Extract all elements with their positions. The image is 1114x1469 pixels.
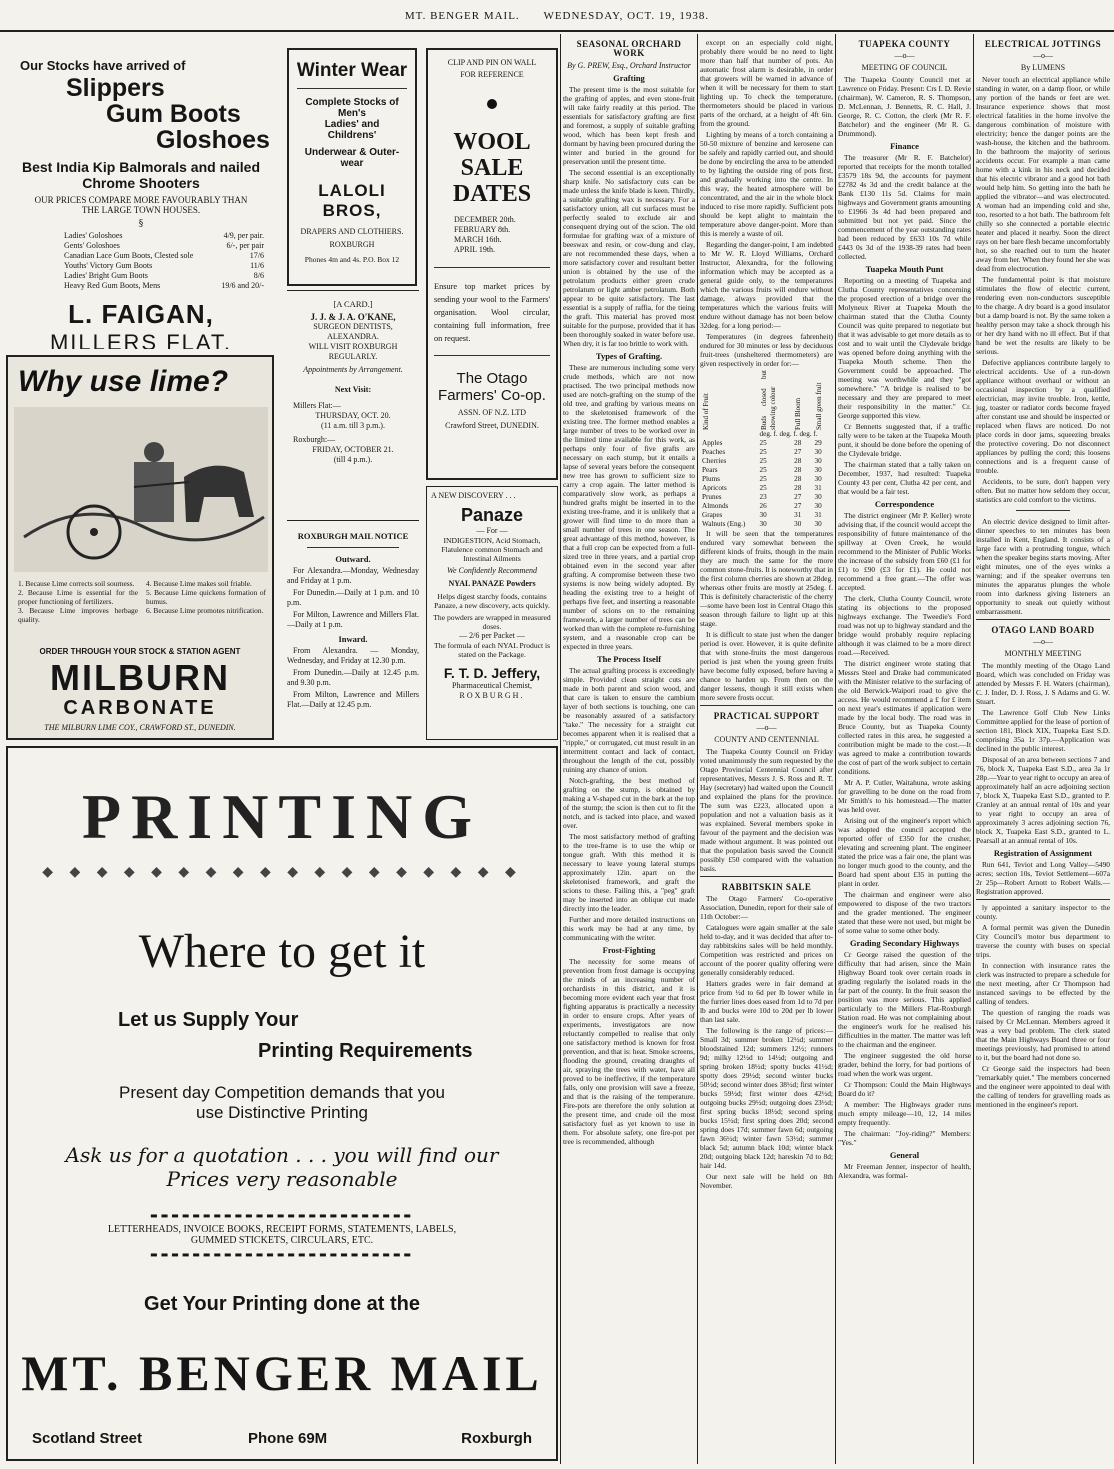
printing-paper: MT. BENGER MAIL: [21, 1345, 543, 1401]
tuapeka-paragraph: The district engineer wrote stating that Messrs Steel and Drake had communicated with the Minister relative to the surfacing of the old Berwick-Waipori road to give the access. He would recommend a £ for £ item on next year's estimates if application were made by the local body. The road was in Bruce County, but as Tuapeka County collected rates in this area, he suggested a contribution might be made to the cost.—It was agreed to make a contribution towards the cost of part of the work subject to certain conditions.: [838, 659, 971, 776]
orchard-paragraph: It is difficult to state just when the danger period is over. However, it is quite definite that with stone-fruits the most dangerous period is just when the young green fruits have become fully exposed, before having a chance to harden up. From then on the danger lessens, though it still exists when more severe frosts occur.: [700, 630, 833, 702]
tuapeka-sub: MEETING OF COUNCIL: [861, 63, 948, 72]
table-row: Prunes 23 27 30: [702, 493, 822, 501]
lime-product: CARBONATE: [63, 697, 217, 719]
orchard-subhead: Frost-Fighting: [602, 945, 656, 955]
table-row: Apricots 25 28 31: [702, 484, 822, 492]
mail-outward-item: For Dunedin.—Daily at 1 p.m. and 10 p.m.: [287, 588, 419, 607]
winter-stock-line: wear: [340, 158, 364, 169]
mail-outward-heading: Outward.: [335, 554, 371, 564]
wool-body: Ensure top market prices by sending your wool to the Farmers' organisation. Wool circular, containing full information, free on request.: [434, 282, 550, 343]
orchard-subhead: Types of Grafting.: [595, 351, 663, 361]
mail-inward-item: From Milton, Lawrence and Millers Flat.—Daily at 12.45 p.m.: [287, 690, 419, 709]
panaze-body: The powders are wrapped in measured doses.: [433, 613, 551, 631]
tuapeka-subhead: Grading Secondary Highways: [849, 938, 960, 948]
landboard-paragraph: The monthly meeting of the Otago Land Board, which was concluded on Friday was attended by Messrs F. H. Waters (chairman), C. J. Inder, D. J. Ross, J. S Adams and G. W. Stuart.: [976, 661, 1110, 706]
wool-title: DATES: [452, 181, 532, 207]
okane-card: [A CARD.]: [333, 299, 373, 309]
winter-wear-advert: [287, 48, 417, 286]
orchard-subhead: Grafting: [613, 73, 645, 83]
winter-town: ROXBURGH: [329, 240, 375, 249]
tuapeka-paragraph: The engineer suggested the old horse grader, behind the lorry, for bad portions of road when the work was urgent.: [838, 1051, 971, 1078]
wool-addr: Crawford Street, DUNEDIN.: [445, 421, 539, 430]
printing-town: Roxburgh: [461, 1430, 532, 1447]
faigan-advert: [6, 54, 276, 349]
printing-ask: Ask us for a quotation . . . you will find our: [65, 1143, 499, 1167]
faigan-town: MILLERS FLAT.: [49, 330, 233, 349]
orchard-continued: except on an especially cold night, probably there would be no need to light more than half that number of pots. An automatic frost alarm is desirable, in order that growers will be warned in advance of when it will be necessary for them to start lighting up. To check the temperature, thermometers should be placed in various parts of the orchard, at a height of 4ft 6in. from the ground. Lighting by means of a torch containing a 50-50 mixture of benzine and kerosene can be safely and rapidly carried out, and should be done by encircling the area to be attended to by lighting the outside ring of pots first, and gradually working into the centre. In this way, the heated atmosphere will be concentrated, and the air in the whole block induced to rise more rapidly. Sufficient pots should be kept alight to maintain the temperature above danger-point. More than this is merely a waste of oil. Regarding the danger-point, I am indebted to Mr W. R. Lloyd Williams, Orchard Instructor, Alexandra, for the following information which may be accepted as a general guide only, to the temperatures which the various fruits will endure without damage, always provided that the temperatures which the various fruits will endure without damage has not been below 32deg. for a long period:— Temperatures (in degrees fahrenheit) endured for 30 minutes or less by deciduous fruit-trees (unsheltered thermometers) are given respectively in order for:— Kind of Fruit Buds closed but showing colour Full Bloom Small green fruit deg. f. deg. f. deg. f. Apples 25 28 29 Peaches 25 27 30 Cherries 25 28 30 Pears 25 28 30 Plums 25 28 30 Apricots 25 28 31 Prunes 23 27 30 Almonds 26 27 30 Grapes 30 31 31 Walnuts (Eng.) 30 30 30 It will be seen that the temperatures endured vary somewhat between the different kinds of fruits, though in the main they are much the same for the more common stone-fruits. It is noteworthy that in the first column cherries are shown at 28deg. whereas other fruits are mostly at 25deg. f. This is definitely characteristic of the cherry—some have been lost in Central Otago this season through failure to light up at this stage. It is difficult to state just when the danger period is over. However, it is quite definite that with stone-fruits the most dangerous period is just when the young green fruits have become fully exposed, before having a chance to harden up. From then on the danger lessens, though it still exists when more severe frosts occur. PRACTICAL SUPPORT —o— COUNTY AND CENTENNIAL The Tuapeka County Council on Friday voted unanimously the sum requested by the Otago Provincial Centennial Council after representatives, Messrs J. S. Ross and R. T. Hay (secretary) had waited upon the Council and explained the plans for the province. The sum was £223, allocated upon a population and not a valuation basis as it was explained. Several members spoke in favour of the payment and the decision was made without argument. It was pointed out that the population basis saved the Council possibly £50 compared with the valuation basis. RABBITSKIN SALE The Otago Farmers' Co-operative Association, Dunedin, report for their sale of 11th October:— Catalogues were again smaller at the sale held to-day, and it was decided that after to-day rabbitskins sales will be held monthly. Competition was restricted and prices on account of the poorer quality offering were generally considerably reduced. Hatters grades were in fair demand at price from ½d to 6d per lb lower while in the furrier lines does eased from 1d to 7d per lb and bucks were 10d to 20d per lb lower than last sale. The following is the range of prices:—Small 3d; summer broken 12½d; summer bloodstained 12d; summers 12½; runners 9d; milky 12½d to 14½d; outgoing and spring broken 18½d; spotty bucks 41½d; spotty does 29½d; second winter bucks 50½d; second winter does 38½d; first winter bucks 59½d; first winter does 42½d; outgoing bucks 29½d; outgoing does 23½d; first spring bucks 18½d; second spring bucks 15½d; first spring does 20d; second spring does 17d; summer fawn 6d; outgoing fawn 36½d; winter fawn 53½d; summer black 5d; autumn black 10d; winter black 20d; outgoing black 12d; hareskin 7d to 8d; hair 14d. Our next sale will be held on 8th November.: [700, 38, 833, 1190]
table-row: Apples 25 28 29: [702, 439, 822, 447]
winter-firm: LALOLI BROS,: [318, 181, 386, 220]
orchard-paragraph: The actual grafting process is exceedingly simple. Provided clean straight cuts are made in both parent and scion wood, and that care is taken to ensure the cambium layer of both sections is touching, one can be reasonably assured of a satisfactory "take." The necessity for a straight cut becomes apparent when it is realised that a "ripple," or corrugated, cut must result in an intermittent contact and lack of contact, throughout the length of the cut, possibly ruining any chance of union.: [563, 666, 695, 774]
faigan-compare: OUR PRICES COMPARE MORE FAVOURABLY THAN THE LARGE TOWN HOUSES.: [34, 195, 248, 215]
printing-getdone: Get Your Printing done at the: [144, 1293, 420, 1315]
orchard-paragraph: Notch-grafting, the best method of grafting on the stump, is obtained by making a V-shaped cut in the bark at the top of the stump; the scion is then cut to fit the notch, and is tacked into place, and waxed over.: [563, 776, 695, 830]
mail-outward-item: For Milton, Lawrence and Millers Flat.—Daily at 1 p.m.: [287, 610, 419, 629]
tuapeka-paragraph: The chairman: "Joy-riding?" Members: "Yes.": [838, 1129, 971, 1147]
faigan-price-list: [64, 231, 264, 291]
practical-paragraph: The Tuapeka County Council on Friday voted unanimously the sum requested by the Otago Provincial Centennial Council after representatives, Messrs J. S. Ross and R. T. Hay (secretary) had waited upon the Council and explained the plans for the province. The sum was £223, allocated upon a population and not a valuation basis as it was explained. Several members spoke in favour of the payment and the decision was made without argument. It was pointed out that the population basis saved the Council possibly £50 compared with the valuation basis.: [700, 747, 833, 873]
landboard-paragraph: The question of ranging the roads was raised by Cr McLennan. Members agreed it was a very bad problem. The clerk stated that the Main Highways Board three or four meetings previously, had promised to attend to it, but the board had not done so.: [976, 1008, 1110, 1062]
lime-reason: 6. Because Lime promotes nitrification.: [146, 606, 264, 615]
practical-title: PRACTICAL SUPPORT: [713, 711, 820, 721]
landboard-title: OTAGO LAND BOARD: [991, 625, 1095, 635]
pin-hole-icon: [487, 99, 497, 109]
tuapeka-title: TUAPEKA COUNTY: [858, 39, 951, 49]
electrical-byline: By LUMENS: [1020, 63, 1066, 72]
orchard-byline: By G. PREW, Esq., Orchard Instructor: [567, 61, 691, 70]
table-col-header: Full Bloom: [794, 397, 803, 430]
tuapeka-paragraph: Cr George raised the question of the difficulty that had arisen, since the Main Highway Board took over certain roads in grading regularly the isolated roads in the far part of the county. In the fruit season the position was more serious. This applied particularly to the Millers Flat-Roxburgh Station road. He was not complaining about the engineer's work for he realised his difficulties in the matter. The matter was left to the chairman and the engineer.: [838, 950, 971, 1049]
okane-visit: REGULARLY.: [328, 352, 378, 361]
tuapeka-paragraph: A member: The Highways grader runs much empty mileage—10, 12, 14 miles empty frequently.: [838, 1100, 971, 1127]
landboard-paragraph: In connection with insurance rates the clerk was instructed to prepare a schedule for the next meeting, after Cr Thompson had instanced savings to be effected by the calling of tenders.: [976, 961, 1110, 1006]
tuapeka-paragraph: The district engineer (Mr P. Keller) wrote advising that, if the council would accept the responsibility of future maintenance of the spillway at Oven Creek, he would recommend to the Minister of Public Works the increase of the subsidy from £60 (£1 for £1) to £90 (£3 for £1). He could not recommend a free grant.—The offer was accepted.: [838, 511, 971, 592]
orchard-subhead: The Process Itself: [596, 654, 662, 664]
wool-clip: CLIP AND PIN ON WALL: [447, 58, 537, 67]
lime-reason: 5. Because Lime quickens formation of humus.: [146, 588, 266, 606]
tuapeka-paragraph: Mr Freeman Jenner, inspector of health, Alexandra, was formal-: [838, 1162, 971, 1180]
printing-rule: ▬▬▬▬▬▬▬▬▬▬▬▬▬▬▬▬▬▬▬▬▬▬▬▬▬: [150, 1250, 414, 1259]
okane-trade: SURGEON DENTISTS,: [313, 322, 393, 331]
rabbitskin-paragraph: Catalogues were again smaller at the sale held to-day, and it was decided that after to-day rabbitskins sales will be held monthly. Competition was restricted and prices on account of the poorer quality offering were generally considerably reduced.: [700, 923, 833, 977]
wool-sale-advert: [426, 48, 558, 480]
landboard-paragraph: The Lawrence Golf Club New Links Committee applied for the lease of portion of section 181, Block XIX, Tuapeka East S.D. comprising 35a 1r 37p.—Application was declined in the public interest.: [976, 708, 1110, 753]
faigan-item-slippers: Slippers: [66, 74, 165, 102]
winter-stock-line: Ladies' and: [324, 119, 380, 130]
landboard-paragraph: ly appointed a sanitary inspector to the county.: [976, 903, 1110, 921]
faigan-mark: §: [138, 219, 144, 229]
printing-competition: use Distinctive Printing: [196, 1103, 368, 1122]
okane-town: ALEXANDRA.: [327, 332, 379, 341]
electrical-title: ELECTRICAL JOTTINGS: [984, 39, 1102, 49]
winter-trade: DRAPERS AND CLOTHIERS.: [300, 227, 404, 236]
tuapeka-subhead: Correspondence: [874, 499, 935, 509]
tuapeka-paragraph: Reporting on a meeting of Tuapeka and Clutha County representatives concerning the proposed erection of a bridge over the Molyneux River at Tuapeka Mouth the chairman stated that the Clutha County Council was quite prepared to negotiate but that it was advisable to get more details as to cost and to wait until the Clydevale bridge was opened before doing anything with the Tuapeka Mouth scheme. Then the Government could be approached. The meeting was worthwhile and they "got somewhere." "A bridge is realised to be necessary and they are prepared to meet their responsibility in the matter." Cr. George supported this view.: [838, 276, 971, 420]
winter-stock-line: Complete Stocks of: [305, 97, 399, 108]
orchard-paragraph: The second essential is an exceptionally sharp knife. No satisfactory cuts can be made unless the knife blade is keen. Thirdly, a suitable grafting wax is necessary. For a satisfactory union, all cut surfaces must be perfectly sealed to exclude air and consequent drying out of the scion. The old formulae for grafting wax of a mixture of beeswax and resin, or cow-dung and clay, are not recommended these days, when a more satisfactory cover and resultant better union is obtained by the use of the petrolatum products either green crude petrolatum or light amber petrolatum. Both appear to be quite satisfactory. The last essential is a supply of raffia, for the tieing the graft. This material has proved most suitable for the purpose, provided that it has been thoroughly soaked in water before use. When dry, it is far too brittle to work with.: [563, 168, 695, 348]
wool-date: APRIL 19th.: [454, 245, 496, 254]
printing-street: Scotland Street: [32, 1430, 143, 1447]
orchard-article: [563, 38, 695, 1466]
orchard-paragraph: The present time is the most suitable for the grafting of apples, and even stone-fruit will take fairly readily at this period. The essentials for satisfactory grafting are first and foremost, a supply of suitable grafting wood, which has been kept fresh and dormant by having been procured during the winter and buried in the ground for preservation until the present time.: [563, 85, 695, 166]
faigan-price-row: Ladies' Bright Gum Boots 8/6: [64, 271, 264, 280]
tuapeka-paragraph: Arising out of the engineer's report which was adopted the council accepted the reported offer of £350 for the crusher, elevating and screening plant. The engineer stated the price was a fair one, the plant was no longer much good to the county, and the Board had spent about £35 in putting the plant in order.: [838, 816, 971, 888]
orchard-paragraph: It will be seen that the temperatures endured vary somewhat between the different kinds of fruits, though in the main they are much the same for the more common stone-fruits. It is noteworthy that in the first column cherries are shown at 28deg. whereas other fruits are mostly at 25deg. f. This is definitely characteristic of the cherry—some have been lost in Central Otago this season through failure to light up at this stage.: [700, 529, 833, 628]
table-row: Walnuts (Eng.) 30 30 30: [702, 520, 822, 528]
electrical-paragraph: Never touch an electrical appliance while standing in water, on a damp floor, or while any portion of the hands or feet are wet. Insurance experience shows that most electrical fatalities in the home involve the dangerous combination of moisture with electricity; hence the danger points are the wash-house, the kitchen and the bathroom. In the bathroom the majority of serious accidents occur. For example a man came home with a kink in his neck and decided that his electric vibrator and a good hot bath would help him. So getting into the bath he applied the vibrator—and was electrocuted. A woman had an impending cold and she, too, resorted to a hot bath. The bathroom felt chilly so she connected a portable electric heater and placed it nearby. Soon the direct rays on her bare flesh became uncomfortably hot, so she reached out to turn the heater away from her. When they found her she was dead from electrocution.: [976, 75, 1110, 273]
wool-date: DECEMBER 20th.: [454, 215, 516, 224]
table-row: Cherries 25 28 30: [702, 457, 822, 465]
electrical-paragraph: Defective appliances contribute largely to electrical accidents. Use of a run-down appliance without overhaul or without an occasional inspection by a qualified electrician, may invite trouble. Iron, kettle, jug, toaster or radiator cords become frayed after constant use and should be inspected or replaced when flaws are noticed. Do not place cords in door jams, squeezing breaks the protective covering. Do not disconnect appliances by pulling the cord; this loosens connections and is a frequent cause of trouble.: [976, 358, 1110, 475]
tuapeka-subhead: Finance: [890, 141, 919, 151]
okane-appt: Appointments by Arrangement.: [303, 365, 403, 374]
tuapeka-paragraph: The treasurer (Mr R. F. Batchelor) reported that receipts for the month totalled £3579 18s 9d, the accounts for payment £2782 4s 3d and the credit balance at the Bank £130 11s 5d. Claims for main highways and Government grants amounting to £1966 3s 4d had been prepared and submitted but not yet paid. Since the commencement of the year outstanding rates had been reduced by £633 10s 7d while £443 0s 3d of the 1938-39 rates had been collected.: [838, 153, 971, 261]
panaze-formula: The formula of each NYAL Product is stated on the Package.: [433, 641, 551, 659]
lime-reason: 3. Because Lime improves herbage quality.: [18, 606, 138, 624]
wool-title: WOOL: [453, 129, 531, 155]
practical-sub: COUNTY AND CENTENNIAL: [714, 735, 819, 744]
faigan-intro: Our Stocks have arrived of: [20, 58, 186, 73]
wool-org: The Otago: [456, 370, 528, 387]
electrical-paragraph: An electric device designed to limit after-dinner speeches to ten minutes has been installed in Kent, England. It consists of a large face with a protruding tongue, which when the speaker begins starts moving. After eight minutes, one of the eyes winks a warning; and if the speaker overruns ten minutes the apparatus plunges the whole room into darkness giving listeners an opportunity to sneak out quietly without embarrassment.: [976, 517, 1110, 616]
okane-roxburgh: Roxburgh:—: [293, 435, 336, 444]
electrical-paragraph: Accidents, to be sure, don't happen very often. But no matter how seldom they occur, statistics are cold comfort to the victims.: [976, 477, 1110, 504]
landboard-paragraph: Cr George said the inspectors had been "remarkably quiet." The members concerned and the engineer were appointed to deal with the calling of tenders for gravelling roads as mentioned in the engineer's report.: [976, 1064, 1110, 1109]
panaze-advert: [426, 486, 558, 740]
tuapeka-article: TUAPEKA COUNTY —o— MEETING OF COUNCIL The Tuapeka County Council met at Lawrence on Friday. Present: Crs I. D. Revie (chairman), W. Cameron, R. S. Thompson, D. McLennan, J. Bennetts, R. C. Hall, J. George, R. C. Cotton, the clerk (Mr R. F. Batchelor) and the engineer (Mr R. G. Drummond). Finance The treasurer (Mr R. F. Batchelor) reported that receipts for the month totalled £3579 18s 9d, the accounts for payment £2782 4s 3d and the credit balance at the Bank £130 11s 5d. Claims for main highways and Government grants amounting to £1966 3s 4d had been prepared and submitted but not yet paid. Since the commencement of the year outstanding rates had been reduced by £633 10s 7d while £443 0s 3d of the 1938-39 rates had been collected. Tuapeka Mouth Punt Reporting on a meeting of Tuapeka and Clutha County representatives concerning the proposed erection of a bridge over the Molyneux River at Tuapeka Mouth the chairman stated that the Clutha County Council was quite prepared to negotiate but that it was advisable to get more details as to cost and to wait until the Clydevale bridge was opened before doing anything with the Tuapeka Mouth scheme. Then the Government could be approached. The meeting was worthwhile and they "got somewhere." "A bridge is realised to be necessary and they are prepared to meet their responsibility in the matter." Cr. George supported this view. Cr Bennetts suggested that, if a traffic tally were to be taken at the Tuapeka Mouth punt, it should be done before the opening of the Clydevale bridge. The chairman stated that a tally taken on December, 1937, had resulted: Tuapeka County 43 per cent, Clutha 42 per cent, and that would be a fair test. Correspondence The district engineer (Mr P. Keller) wrote advising that, if the council would accept the responsibility of future maintenance of the spillway at Oven Creek, he would recommend to the Minister of Public Works the increase of the subsidy from £60 (£1 for £1) to £90 (£3 for £1). He could not recommend a free grant.—The offer was accepted. The clerk, Clutha County Council, wrote stating its objections to the proposed highways exchange. The Tweedie's Ford road was not up to highway standard and the bridge would probably require replacing although it was claimed to be a more direct road.—Received. The district engineer wrote stating that Messrs Steel and Drake had communicated with the Minister relative to the surfacing of the old Berwick-Waipori road to give the access. He would recommend a £ for £ item on next year's estimates if application were made by the local body. The road was in Bruce County, but as Tuapeka County collected rates in this area, he suggested a contribution might be made to the cost.—It was agreed to make a contribution towards the cost of part of the work subject to certain conditions. Mr A. P. Cutler, Waitahuna, wrote asking for gravelling to be done on the road from Mr Smith's to his homestead.—The matter was held over. Arising out of the engineer's report which was adopted the council accepted the reported offer of £350 for the crusher, elevating and screening plant. The engineer stated the price was a fair one, the plant was no longer much good to the county, and the Board had spent about £35 in putting the plant in order. The chairman and engineer were also empowered to dispose of the two tractors and the grader mentioned. The engineer stated that these were not used, but might be of some value to some other body. Grading Secondary Highways Cr George raised the question of the difficulty that had arisen, since the Main Highway Board took over certain roads in grading regularly the isolated roads in the far part of the county. In the fruit season the position was more serious. This applied particularly to the Millers Flat-Roxburgh Station road. He was not complaining about the engineer's work for he realised his difficulties in the matter. The matter was left to the chairman and the engineer. The engineer suggested the old horse grader, behind the lorry, for bad portions of road when the work was urgent. Cr Thompson: Could the Main Highways Board do it? A member: The Highways grader runs much empty mileage—10, 12, 14 miles empty frequently. The chairman: "Joy-riding?" Members: "Yes." General Mr Freeman Jenner, inspector of health, Alexandra, was formal-: [838, 39, 971, 1180]
rabbitskin-paragraph: The Otago Farmers' Co-operative Association, Dunedin, report for their sale of 11th October:—: [700, 894, 833, 921]
orchard-paragraph: Regarding the danger-point, I am indebted to Mr W. R. Lloyd Williams, Orchard Instructor, Alexandra, for the following information which may be accepted as a general guide only, to the temperatures which the various fruits will endure without damage, always provided that the temperatures which the various fruits will endure without damage has not been below 32deg. for a long period:—: [700, 240, 833, 330]
lime-reasons-right: [146, 579, 266, 615]
mail-notice: [287, 520, 419, 740]
mail-title: ROXBURGH MAIL NOTICE: [297, 531, 409, 541]
panaze-trade: Pharmaceutical Chemist,: [452, 681, 532, 690]
winter-stock-line: Childrens': [327, 130, 377, 141]
printing-supply: Let us Supply Your: [118, 1009, 299, 1031]
okane-day: THURSDAY, OCT. 20.: [315, 411, 391, 420]
column-rule: [560, 34, 561, 1464]
wool-assn: ASSN. OF N.Z. LTD: [457, 408, 527, 417]
winter-stock-line: Men's: [338, 108, 366, 119]
okane-names: J. J. & J. A. O'KANE,: [310, 312, 396, 322]
rabbitskin-paragraph: Our next sale will be held on 8th November.: [700, 1172, 833, 1190]
faigan-item-gumboots: Gum Boots: [106, 100, 241, 128]
tuapeka-paragraph: The chairman and engineer were also empowered to dispose of the two tractors and the grader mentioned. The engineer stated that these were not used, but might be of some value to some other body.: [838, 890, 971, 935]
orchard-paragraph: The necessity for some means of prevention from frost damage is occupying the minds of an increasing number of orchardists in this district, and it is becoming more evident each year that frost fighting apparatus is practically a necessity in order to ensure crops. After years of experiments, investigators are now reluctantly compelled to realise that only one satisfactory method is known for frost prevention, and that is: heat. Smoke screens, flooding the ground, creating draughts of air, spraying the trees with water, have all proved to be ineffective, if the temperature falls, only one provision will save a freeze, and that is the raising of the temperature. Fire-pots are therefore the only solution at the present time, and crude oil the most satisfactory fuel as yet known to use in them. For absolute safety, one fire-pot per tree is recommended, although: [563, 957, 695, 1146]
wool-clip: FOR REFERENCE: [460, 70, 524, 79]
panaze-chemist: F. T. D. Jeffery,: [443, 665, 541, 681]
lime-reason: 2. Because Lime is essential for the proper functioning of fertilizers.: [18, 588, 138, 606]
mail-inward-item: From Alexandra. — Monday, Wednesday, and Friday at 12.30 p.m.: [287, 646, 419, 665]
column-rule: [697, 34, 698, 1464]
winter-title: Winter Wear: [296, 60, 408, 81]
table-row: Pears 25 28 30: [702, 466, 822, 474]
faigan-price-row: Heavy Red Gum Boots, Mens 19/6 and 20/-: [64, 281, 264, 290]
table-col-header: Buds closed but showing colour: [759, 370, 777, 430]
landboard-paragraph: A formal permit was given the Dunedin City Council's motor bus department to traverse the county with buses on special trips.: [976, 923, 1110, 959]
table-row: Plums 25 28 30: [702, 475, 822, 483]
faigan-name: L. FAIGAN,: [68, 299, 214, 329]
printing-where: Where to get it: [138, 925, 426, 978]
printing-ornament: ◆ ◆ ◆ ◆ ◆ ◆ ◆ ◆ ◆ ◆ ◆ ◆ ◆ ◆ ◆ ◆ ◆ ◆: [42, 864, 522, 880]
orchard-title: SEASONAL ORCHARD WORK: [576, 39, 682, 58]
orchard-paragraph: Temperatures (in degrees fahrenheit) endured for 30 minutes or less by deciduous fruit-trees (unsheltered thermometers) are given respectively in order for:—: [700, 332, 833, 368]
printing-phone: Phone 69M: [248, 1430, 328, 1447]
tuapeka-subhead: General: [889, 1150, 920, 1160]
okane-next-visit: Next Visit:: [334, 385, 372, 394]
electrical-paragraph: The fundamental point is that moisture stimulates the flow of electric current, rendering even non-conductors susceptible to the charge. A dry board is a good insulator but a damp board is not. By the same token a healthy person may take a shock through his or her dry hand with no ill effect. But if that hand be wet the results are likely to be serious.: [976, 275, 1110, 356]
panaze-for: — For —: [476, 526, 508, 535]
table-col-header: Kind of Fruit: [702, 393, 710, 430]
printing-rule: ▬▬▬▬▬▬▬▬▬▬▬▬▬▬▬▬▬▬▬▬▬▬▬▬▬: [150, 1211, 414, 1220]
faigan-price-row: Youths' Victory Gum Boots 11/6: [64, 261, 264, 270]
printing-supply: Printing Requirements: [258, 1040, 473, 1062]
rabbitskin-paragraph: Hatters grades were in fair demand at price from ½d to 6d per lb lower while in the furrier lines does eased from 1d to 7d per lb and bucks were 10d to 20d per lb lower than last sale.: [700, 979, 833, 1024]
mail-inward-heading: Inward.: [338, 634, 368, 644]
orchard-paragraph: These are numerous including some very crude methods, which are not now practised. The two principal methods now used are notch-grafting on the stump of the old tree, and grafting by various means on to the skeletonised framework of the existing tree. The former method enables a large number of trees to be worked over in the limited time available for this work, as perhaps only four of five grafts are necessary on each stump, but it entails a lapse of several years before the consequent new tree has grown to sufficient size to carry a crop again. The latter method is comparatively slow work, as perhaps a hundred grafts might be inserted in to the existing tree-frame, and it is unlikely that a grower will find time to do more than a small number of trees in one season. The great advantage of this method, however, is that a full crop can be expected from a full-sized tree in three years, and a partial crop obtained even in the second year after grafting. A compromise between these two systems is now being widely adopted. By heading the existing tree to a height of perhaps five feet, and inserting a reasonable number of scions on to the remaining framework, a larger number of trees can be worked than with the complete re-furnishing system, and a reasonable crop can be expected in three years.: [563, 363, 695, 651]
panaze-recommend: We Confidently Recommend: [447, 566, 537, 575]
printing-goods: LETTERHEADS, INVOICE BOOKS, RECEIPT FORMS, STATEMENTS, LABELS, GUMMED STICKETS, CIRCULARS, ETC.: [107, 1224, 457, 1246]
orchard-paragraph: Further and more detailed instructions on this work may be had at any time, by communicating with the writer.: [563, 915, 695, 942]
tuapeka-subhead: Tuapeka Mouth Punt: [865, 264, 944, 274]
panaze-name: Panaze: [460, 505, 524, 525]
mail-outward-item: For Alexandra.—Monday, Wednesday and Friday at 1 p.m.: [287, 566, 419, 585]
tuapeka-paragraph: Mr A. P. Cutler, Waitahuna, wrote asking for gravelling to be done on the road from Mr Smith's to his homestead.—The matter was held over.: [838, 778, 971, 814]
orchard-paragraph: Lighting by means of a torch containing a 50-50 mixture of benzine and kerosene can be safely and rapidly carried out, and should be done by encircling the area to be attended to by lighting the outside ring of pots first, and gradually working into the centre. In this way, the heated atmosphere will be concentrated, and the air in the whole block induced to rise more rapidly. Sufficient pots should be kept alight to maintain the temperature above danger-point. More than this is merely a waste of oil.: [700, 130, 833, 238]
wool-title: SALE: [460, 155, 524, 181]
tuapeka-paragraph: The clerk, Clutha County Council, wrote stating its objections to the proposed highways exchange. The Tweedie's Ford road was not up to highway standard and the bridge would probably require replacing although it was claimed to be a more direct road.—Received.: [838, 594, 971, 657]
panaze-discovery: A NEW DISCOVERY . . .: [431, 491, 516, 500]
wool-org: Farmers' Co-op.: [438, 387, 546, 404]
okane-time: (till 4 p.m.).: [333, 455, 373, 464]
printing-title: PRINTING: [81, 781, 483, 852]
rabbitskin-paragraph: The following is the range of prices:—Small 3d; summer broken 12½d; summer bloodstained 12d; summers 12½; runners 9d; milky 12½d to 14½d; outgoing and spring broken 18½d; spotty bucks 41½d; spotty does 29½d; second winter bucks 50½d; second winter does 38½d; first winter bucks 59½d; first winter does 42½d; outgoing bucks 29½d; outgoing does 23½d; first spring bucks 18½d; second spring bucks 15½d; first spring does 20d; second spring does 17d; summer fawn 6d; outgoing fawn 36½d; winter fawn 53½d; summer black 5d; autumn black 10d; winter black 20d; outgoing black 12d; hareskin 7d to 8d; hair 14d.: [700, 1026, 833, 1170]
lime-order: ORDER THROUGH YOUR STOCK & STATION AGENT: [39, 647, 241, 656]
table-units: deg. f. deg. f. deg. f.: [759, 430, 818, 438]
landboard-sub: MONTHLY MEETING: [1004, 649, 1082, 658]
okane-visit: WILL VISIT ROXBURGH: [308, 342, 398, 351]
panaze-nyal: NYAL PANAZE Powders: [448, 579, 536, 588]
lime-company: THE MILBURN LIME COY., CRAWFORD ST., DUNEDIN.: [44, 723, 236, 732]
panaze-town: ROXBURGH.: [459, 691, 525, 700]
lime-reason: 4. Because Lime makes soil friable.: [146, 579, 252, 588]
running-head-date: WEDNESDAY, OCT. 19, 1938.: [543, 10, 710, 22]
running-head: [0, 10, 1114, 32]
lime-reasons-left: [18, 579, 138, 624]
rabbitskin-title: RABBITSKIN SALE: [721, 882, 812, 892]
winter-stock-line: Underwear & Outer-: [304, 147, 400, 158]
faigan-price-row: Ladies' Goloshoes 4/9, per pair.: [64, 231, 264, 240]
temperature-table-header: [700, 370, 833, 430]
tuapeka-paragraph: The chairman stated that a tally taken on December, 1937, had resulted: Tuapeka County 43 per cent, Clutha 42 per cent, and that would be a fair test.: [838, 460, 971, 496]
printing-ask: Prices very reasonable: [166, 1167, 398, 1191]
mail-inward-item: From Dunedin.—Daily at 12.45 p.m. and 9.30 p.m.: [287, 668, 419, 687]
column-rule: [973, 34, 974, 1464]
landboard-subhead: Registration of Assignment: [993, 848, 1093, 858]
lime-reason: 1. Because Lime corrects soil sourness.: [18, 579, 135, 588]
okane-millers: Millers Flat:—: [293, 401, 341, 410]
okane-time: (11 a.m. till 3 p.m.).: [321, 421, 385, 430]
wool-date: FEBRUARY 8th.: [454, 225, 511, 234]
orchard-paragraph: The most satisfactory method of grafting to the tree-frame is to use the whip or tongue graft. With this method it is necessary to leave young lateral stumps approximately 12in. apart on the skeletonised framework, and graft the scions to these. Failing this, a "peg" graft may be inserted into an oblique cut made directly into the leader.: [563, 832, 695, 913]
panaze-body: Helps digest starchy foods, contains Panaze, a new discovery, acts quickly.: [434, 592, 550, 610]
temperature-table: [700, 370, 833, 529]
table-col-header: Small green fruit: [814, 382, 823, 430]
lime-headline: Why use lime?: [18, 365, 229, 398]
faigan-price-row: Gents' Goloshoes 6/-, per pair: [64, 241, 264, 250]
tuapeka-paragraph: Cr Thompson: Could the Main Highways Board do it?: [838, 1080, 971, 1098]
faigan-line3: Chrome Shooters: [82, 175, 200, 191]
electrical-article: ELECTRICAL JOTTINGS —o— By LUMENS Never touch an electrical appliance while standing in water, on a damp floor, or while any portion of the hands or feet are wet. Insurance experience shows that most electrical fatalities in the home involve the dangerous combination of moisture with electricity; hence the danger points are the wash-house, the kitchen and the bathroom. In the bathroom the majority of serious accidents occur. For example a man came home with a kink in his neck and decided that his electric vibrator and a good hot bath would help him. So getting into the bath he applied the vibrator—and was electrocuted. A woman had an impending cold and she, too, resorted to a hot bath. The bathroom felt chilly so she connected a portable electric heater and placed it nearby. Soon the direct rays on her bare flesh became uncomfortably hot, so she reached out to turn the heater away from her. When they found her she was dead from electrocution. The fundamental point is that moisture stimulates the flow of electric current, rendering even non-conductors susceptible to the charge. A dry board is a good insulator but a damp board is not. By the same token a healthy person may take a shock through his or her dry hand with no ill effect. But if that hand be wet the results are likely to be serious. Defective appliances contribute largely to electrical accidents. Use of a run-down appliance without overhaul or without an occasional inspection by a qualified electrician, may invite trouble. Iron, kettle, jug, toaster or radiator cords become frayed after constant use and should be inspected or replaced when flaws are noticed. Do not place cords in door jams, squeezing breaks the protective covering. Do not disconnect appliances by pulling the cord; this loosens connections and is a frequent cause of trouble. Accidents, to be sure, don't happen very often. But no matter how seldom they occur, statistics are cold comfort to the victims. An electric device designed to limit after-dinner speeches to ten minutes has been installed in Kent, England. It consists of a large face with a protruding tongue, which when the speaker begins starts moving. After eight minutes, one of the eyes winks a warning; and if the speaker overruns ten minutes the apparatus plunges the whole room into darkness giving listeners an opportunity to sneak out quietly without embarrassment. OTAGO LAND BOARD —o— MONTHLY MEETING The monthly meeting of the Otago Land Board, which was concluded on Friday was attended by Messrs F. H. Waters (chairman), C. J. Inder, D. J. Ross, J. S Adams and G. W. Stuart. The Lawrence Golf Club New Links Committee applied for the lease of portion of section 181, Block XIX, Tuapeka East S.D. comprising 35a 1r 37p.—Application was declined in the public interest. Disposal of an area between sections 7 and 76, block X, Tuapeka East S.D., area 3a 1r 28p.—Year to year right to occupy an area of approximately half an acre adjoining section 7, block X, Tuapeka East S.D., granted to P. Cranley at an annual rental of 10s and year to year right to occupy an area of approximately 3 acres adjoining section 76, block X, Tuapeka East S.D., granted to L. Pearsall at an annual rental of 10s. Registration of Assignment Run 641, Teviot and Long Valley—5490 acres; section 10s, Teviot Settlement—607a 2r 25p—Robert Arnott to Robert Walls.—Registration approved. ly appointed a sanitary inspector to the county. A formal permit was given the Dunedin City Council's motor bus department to traverse the county with buses on special trips. In connection with insurance rates the clerk was instructed to prepare a schedule for the next meeting, after Cr Thompson had instanced savings to be effected by the calling of tenders. The question of ranging the roads was raised by Cr McLennan. Members agreed it was a very bad problem. The clerk stated that the Main Highways Board three or four meetings previously, had promised to attend to it, but the board had not done so. Cr George said the inspectors had been "remarkably quiet." The members concerned and the engineer were appointed to deal with the calling of tenders for gravelling roads as mentioned in the engineer's report.: [976, 39, 1110, 1109]
table-row: Grapes 30 31 31: [702, 511, 822, 519]
printing-competition: Present day Competition demands that you: [118, 1083, 446, 1102]
landboard-paragraph: Disposal of an area between sections 7 and 76, block X, Tuapeka East S.D., area 3a 1r 28p.—Year to year right to occupy an area of approximately half an acre adjoining section 7, block X, Tuapeka East S.D., granted to P. Cranley at an annual rental of 10s and year to year right to occupy an area of approximately 3 acres adjoining section 76, block X, Tuapeka East S.D., granted to L. Pearsall at an annual rental of 10s.: [976, 755, 1110, 845]
panaze-uses: INDIGESTION, Acid Stomach, Flatulence common Stomach and Intestinal Ailments: [441, 536, 543, 563]
okane-advert: [287, 290, 419, 505]
winter-phones: Phones 4m and 4s. P.O. Box 12: [304, 255, 400, 264]
tuapeka-paragraph: The Tuapeka County Council met at Lawrence on Friday. Present: Crs I. D. Revie (chairman), W. Cameron, R. S. Thompson, D. McLennan, J. Bennetts, R. C. Hall, J. George, R. C. Cotton, the clerk (Mr R. F. Batchelor) and the engineer (Mr R. G. Drummond).: [838, 75, 971, 138]
wool-date: MARCH 16th.: [454, 235, 502, 244]
table-row: Peaches 25 27 30: [702, 448, 822, 456]
orchard-paragraph: except on an especially cold night, probably there would be no need to light more than half that number of pots. An automatic frost alarm is desirable, in order that growers will be warned in advance of when it will be necessary for them to start lighting up. To check the temperature, thermometers should be placed in various parts of the orchard, at a height of 4ft 6in. from the ground.: [700, 38, 833, 128]
lime-advert: [6, 355, 274, 740]
faigan-line2: Best India Kip Balmorals and nailed: [21, 159, 261, 175]
panaze-price: — 2/6 per Packet —: [459, 631, 525, 640]
landboard-paragraph: Run 641, Teviot and Long Valley—5490 acres; section 10s, Teviot Settlement—607a 2r 25p—Robert Arnott to Robert Walls.—Registration approved.: [976, 860, 1110, 896]
okane-day: FRIDAY, OCTOBER 21.: [312, 445, 394, 454]
tuapeka-paragraph: Cr Bennetts suggested that, if a traffic tally were to be taken at the Tuapeka Mouth punt, it should be done before the opening of the Clydevale bridge.: [838, 422, 971, 458]
faigan-item-gloshoes: Gloshoes: [156, 126, 270, 154]
faigan-price-row: Canadian Lace Gum Boots, Clested sole 17/6: [64, 251, 264, 260]
horse-plough-illustration: [14, 407, 268, 572]
lime-brand: MILBURN: [50, 657, 230, 698]
column-rule: [835, 34, 836, 1464]
printing-advert: [6, 746, 558, 1461]
table-row: Almonds 26 27 30: [702, 502, 822, 510]
running-head-paper: MT. BENGER MAIL.: [404, 10, 520, 22]
